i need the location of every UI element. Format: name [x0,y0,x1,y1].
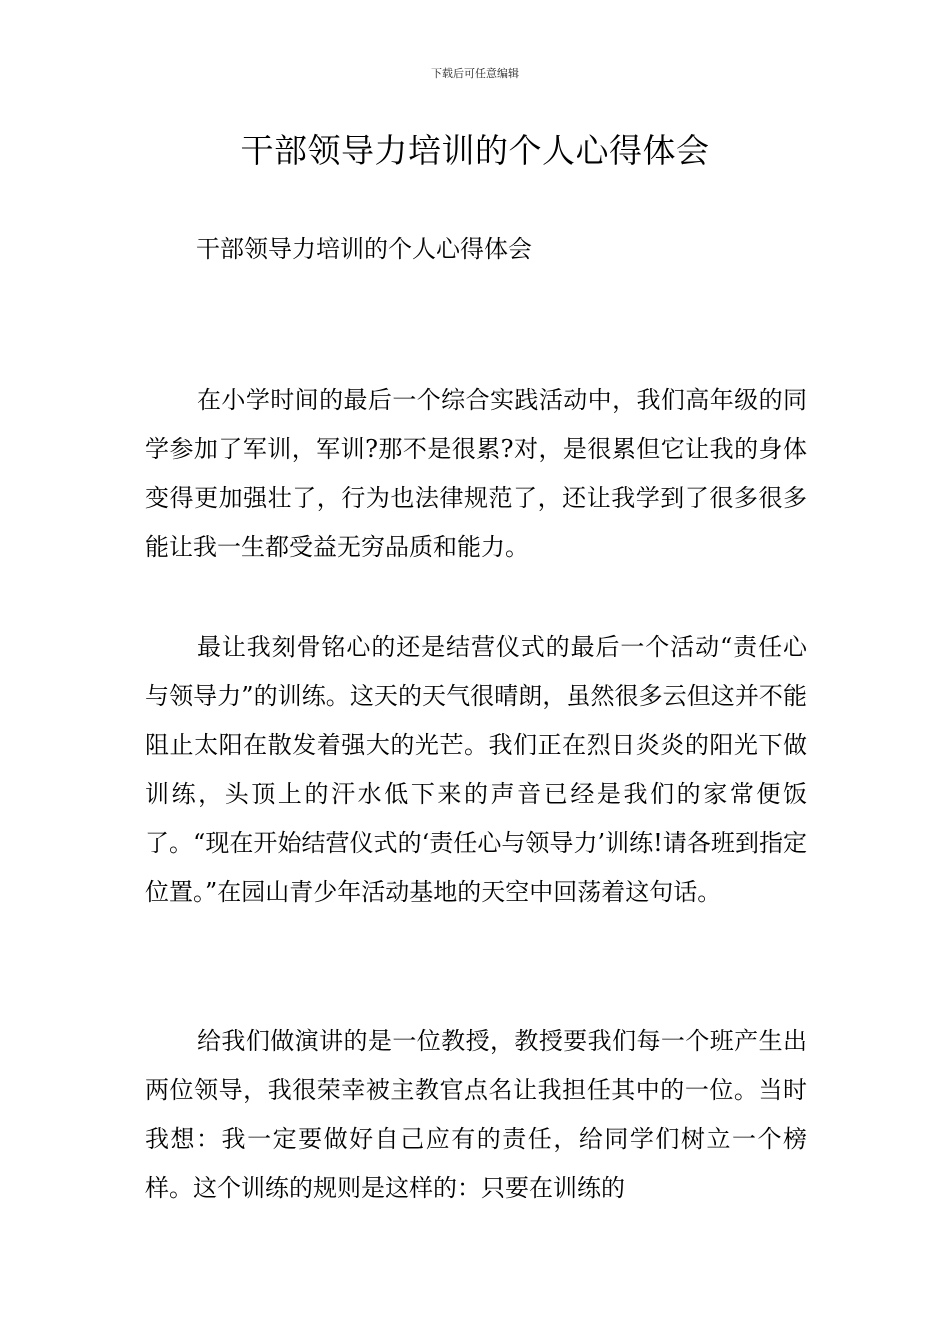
document-title: 干部领导力培训的个人心得体会 [240,131,710,170]
body-paragraph-2: 最让我刻骨铭心的还是结营仪式的最后一个活动“责任心与领导力”的训练。这天的天气很晴朗，虽然很多云但这并不能阻止太阳在散发着强大的光芒。我们正在烈日炎炎的阳光下做训练，头顶上的汗水低下来的声音已经是我们的家常便饭了。“现在开始结营仪式的‘责任心与领导力’训练!请各班到指定位置。”在园山青少年活动基地的天空中回荡着这句话。 [145,633,807,906]
body-paragraph-1: 在小学时间的最后一个综合实践活动中，我们高年级的同学参加了军训，军训?那不是很累?对，是很累但它让我的身体变得更加强壮了，行为也法律规范了，还让我学到了很多很多能让我一生都受益无穷品质和能力。 [145,386,807,561]
header-note: 下载后可任意编辑 [431,67,519,80]
body-paragraph-3: 给我们做演讲的是一位教授，教授要我们每一个班产生出两位领导，我很荣幸被主教官点名让我担任其中的一位。当时我想：我一定要做好自己应有的责任，给同学们树立一个榜样。这个训练的规则是这样的：只要在训练的 [145,1027,807,1202]
document-subtitle: 干部领导力培训的个人心得体会 [196,235,532,263]
